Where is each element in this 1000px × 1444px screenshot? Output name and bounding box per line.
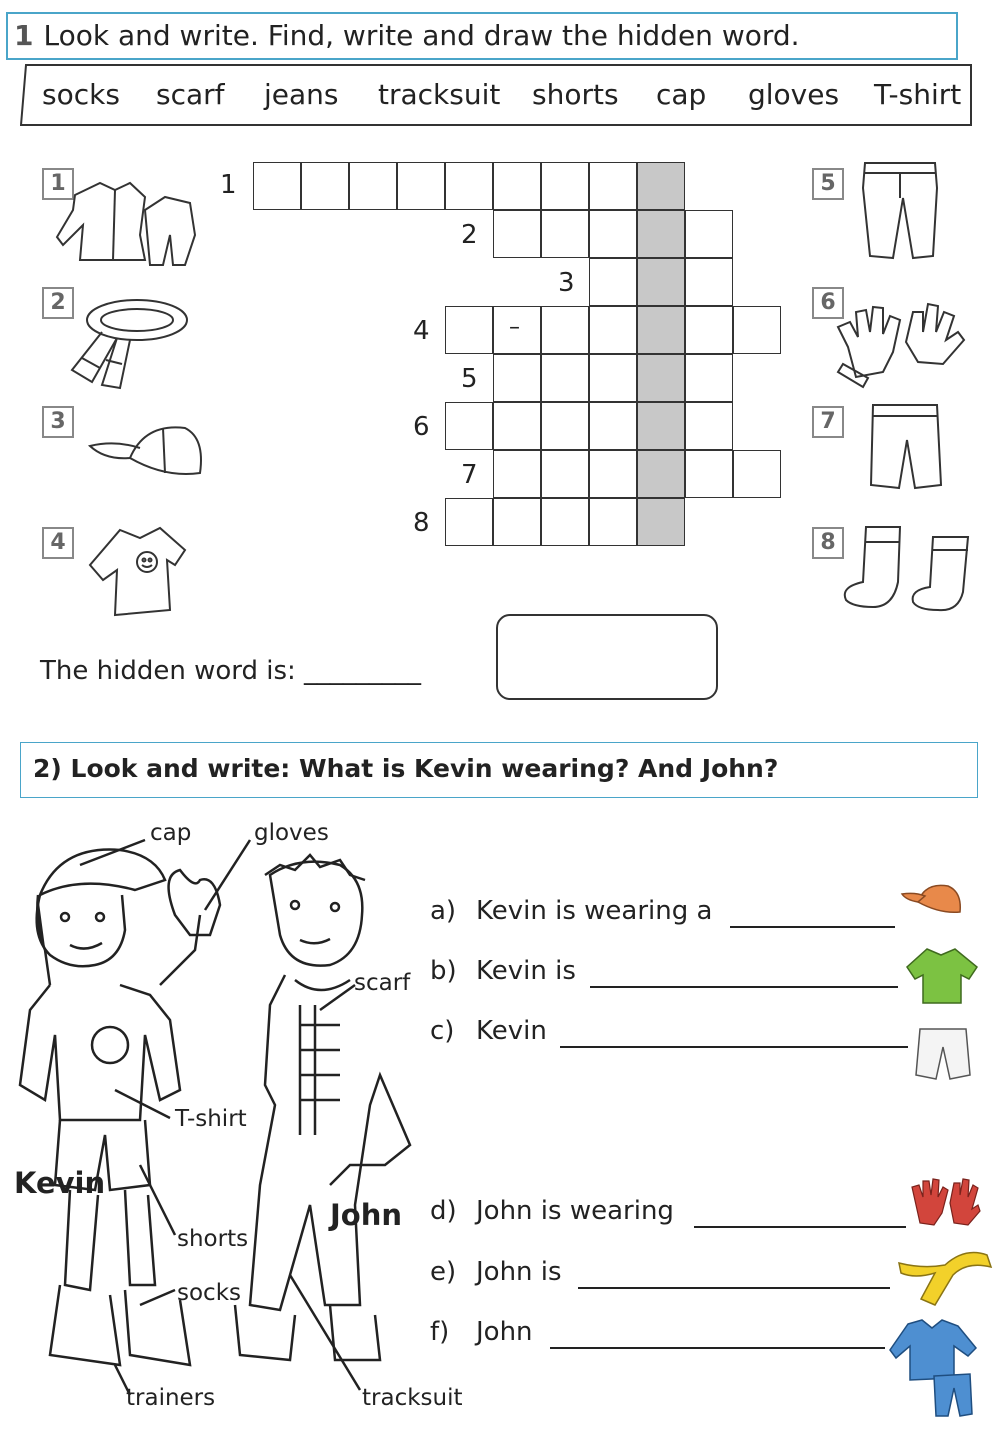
- orange-cap-icon: [900, 880, 966, 920]
- crossword-cell[interactable]: [733, 450, 781, 498]
- clue-number-2: 2: [461, 220, 478, 250]
- question-text: Kevin is: [476, 956, 576, 986]
- question-text: Kevin: [476, 1016, 547, 1046]
- tracksuit-icon: [55, 175, 205, 275]
- crossword-cell[interactable]: [589, 210, 637, 258]
- hidden-word-cell[interactable]: [637, 450, 685, 498]
- question-text: John: [476, 1317, 533, 1347]
- clue-number-7: 7: [461, 460, 478, 490]
- question-letter: b): [430, 956, 457, 986]
- picture-number-1: 1: [42, 168, 74, 200]
- exercise-number: 1: [14, 19, 34, 52]
- question-f: [430, 1317, 533, 1347]
- clue-number-1: 1: [220, 170, 237, 200]
- crossword-cell[interactable]: [685, 258, 733, 306]
- crossword-cell[interactable]: [541, 306, 589, 354]
- question-e: [430, 1257, 562, 1287]
- crossword-cell[interactable]: [541, 450, 589, 498]
- answer-line-a[interactable]: [730, 926, 895, 928]
- hidden-word-drawing-box[interactable]: [496, 614, 718, 700]
- white-shorts-icon: [914, 1025, 972, 1083]
- word-scarf: scarf: [156, 78, 225, 111]
- word-shorts: shorts: [532, 78, 619, 111]
- picture-number-4: 4: [42, 527, 74, 559]
- picture-number-8: 8: [812, 527, 844, 559]
- crossword-cell[interactable]: [589, 258, 637, 306]
- crossword-cell[interactable]: [541, 498, 589, 546]
- answer-line-f[interactable]: [550, 1347, 885, 1349]
- crossword-cell[interactable]: [589, 498, 637, 546]
- word-bank: [20, 64, 972, 126]
- question-letter: e): [430, 1257, 457, 1287]
- crossword-cell[interactable]: [493, 450, 541, 498]
- picture-number-7: 7: [812, 406, 844, 438]
- label-gloves: gloves: [254, 820, 329, 846]
- crossword-cell[interactable]: [445, 498, 493, 546]
- word-tshirt: T-shirt: [874, 78, 962, 111]
- clue-number-4: 4: [413, 316, 430, 346]
- crossword-cell[interactable]: [589, 450, 637, 498]
- crossword-cell[interactable]: [445, 306, 493, 354]
- crossword-cell[interactable]: [541, 354, 589, 402]
- clue-number-5: 5: [461, 364, 478, 394]
- crossword-cell[interactable]: [253, 162, 301, 210]
- answer-line-d[interactable]: [694, 1226, 906, 1228]
- blue-tracksuit-icon: [888, 1318, 980, 1418]
- question-letter: a): [430, 896, 457, 926]
- picture-number-6: 6: [812, 287, 844, 319]
- hidden-word-cell[interactable]: [637, 306, 685, 354]
- jeans-icon: [855, 158, 945, 263]
- crossword-cell[interactable]: [397, 162, 445, 210]
- socks-icon: [838, 522, 973, 617]
- name-john: John: [330, 1198, 403, 1232]
- question-text: Kevin is wearing a: [476, 896, 713, 926]
- crossword-cell[interactable]: [685, 402, 733, 450]
- crossword-cell[interactable]: [445, 162, 493, 210]
- label-trainers: trainers: [126, 1385, 216, 1411]
- crossword-cell[interactable]: [589, 402, 637, 450]
- clue-number-8: 8: [413, 508, 430, 538]
- word-jeans: jeans: [264, 78, 339, 111]
- crossword-cell[interactable]: [493, 402, 541, 450]
- crossword-cell-hyphen[interactable]: [493, 306, 541, 354]
- question-letter: c): [430, 1016, 455, 1046]
- picture-number-2: 2: [42, 287, 74, 319]
- hidden-word-cell[interactable]: [637, 354, 685, 402]
- question-text: John is wearing: [476, 1196, 674, 1226]
- question-text: John is: [476, 1257, 562, 1287]
- picture-number-3: 3: [42, 406, 74, 438]
- label-socks: socks: [177, 1280, 242, 1306]
- crossword-cell[interactable]: [301, 162, 349, 210]
- answer-line-b[interactable]: [590, 986, 898, 988]
- question-a: [430, 896, 712, 926]
- crossword-cell[interactable]: [349, 162, 397, 210]
- crossword-cell[interactable]: [541, 210, 589, 258]
- crossword-cell[interactable]: [589, 162, 637, 210]
- hidden-word-cell[interactable]: [637, 498, 685, 546]
- red-gloves-icon: [910, 1175, 982, 1230]
- crossword-cell[interactable]: [589, 354, 637, 402]
- exercise-1-instruction: Look and write. Find, write and draw the hidden word.: [43, 19, 800, 52]
- word-gloves: gloves: [748, 78, 840, 111]
- crossword-cell[interactable]: [493, 354, 541, 402]
- hidden-word-cell[interactable]: [637, 402, 685, 450]
- clue-number-6: 6: [413, 412, 430, 442]
- hidden-word-cell[interactable]: [637, 258, 685, 306]
- label-tracksuit: tracksuit: [362, 1385, 463, 1411]
- name-kevin: Kevin: [14, 1166, 106, 1200]
- crossword-cell[interactable]: [541, 402, 589, 450]
- hyphen-mark: –: [509, 315, 520, 340]
- crossword-cell[interactable]: [733, 306, 781, 354]
- green-tshirt-icon: [905, 945, 980, 1005]
- exercise-2-title: 2) Look and write: What is Kevin wearing? And John?: [20, 742, 978, 798]
- answer-line-e[interactable]: [578, 1287, 890, 1289]
- word-socks: socks: [42, 78, 120, 111]
- crossword-cell[interactable]: [493, 210, 541, 258]
- crossword-cell[interactable]: [445, 402, 493, 450]
- crossword-cell[interactable]: [589, 306, 637, 354]
- word-cap: cap: [656, 78, 707, 111]
- question-b: [430, 956, 576, 986]
- tshirt-icon: [85, 520, 195, 620]
- answer-line-c[interactable]: [560, 1046, 908, 1048]
- crossword-cell[interactable]: [541, 162, 589, 210]
- clue-number-3: 3: [558, 268, 575, 298]
- question-letter: d): [430, 1196, 457, 1226]
- crossword-cell[interactable]: [493, 498, 541, 546]
- cap-icon: [85, 418, 210, 493]
- label-scarf: scarf: [354, 970, 411, 996]
- hidden-word-label: The hidden word is: _________: [40, 656, 422, 686]
- crossword-cell[interactable]: [685, 450, 733, 498]
- question-d: [430, 1196, 674, 1226]
- picture-number-5: 5: [812, 168, 844, 200]
- scarf-icon: [62, 290, 192, 390]
- question-c: [430, 1016, 547, 1046]
- crossword-cell[interactable]: [493, 162, 541, 210]
- crossword-cell[interactable]: [685, 354, 733, 402]
- crossword-cell[interactable]: [685, 210, 733, 258]
- label-cap: cap: [150, 820, 192, 846]
- label-tshirt: T-shirt: [175, 1106, 247, 1132]
- exercise-1-title: [6, 12, 958, 60]
- yellow-scarf-icon: [895, 1245, 995, 1315]
- hidden-word-cell[interactable]: [637, 210, 685, 258]
- gloves-icon: [828, 292, 973, 392]
- hidden-word-cell[interactable]: [637, 162, 685, 210]
- question-letter: f): [430, 1317, 450, 1347]
- word-tracksuit: tracksuit: [378, 78, 501, 111]
- shorts-icon: [865, 400, 945, 495]
- label-shorts: shorts: [177, 1226, 249, 1252]
- crossword-cell[interactable]: [685, 306, 733, 354]
